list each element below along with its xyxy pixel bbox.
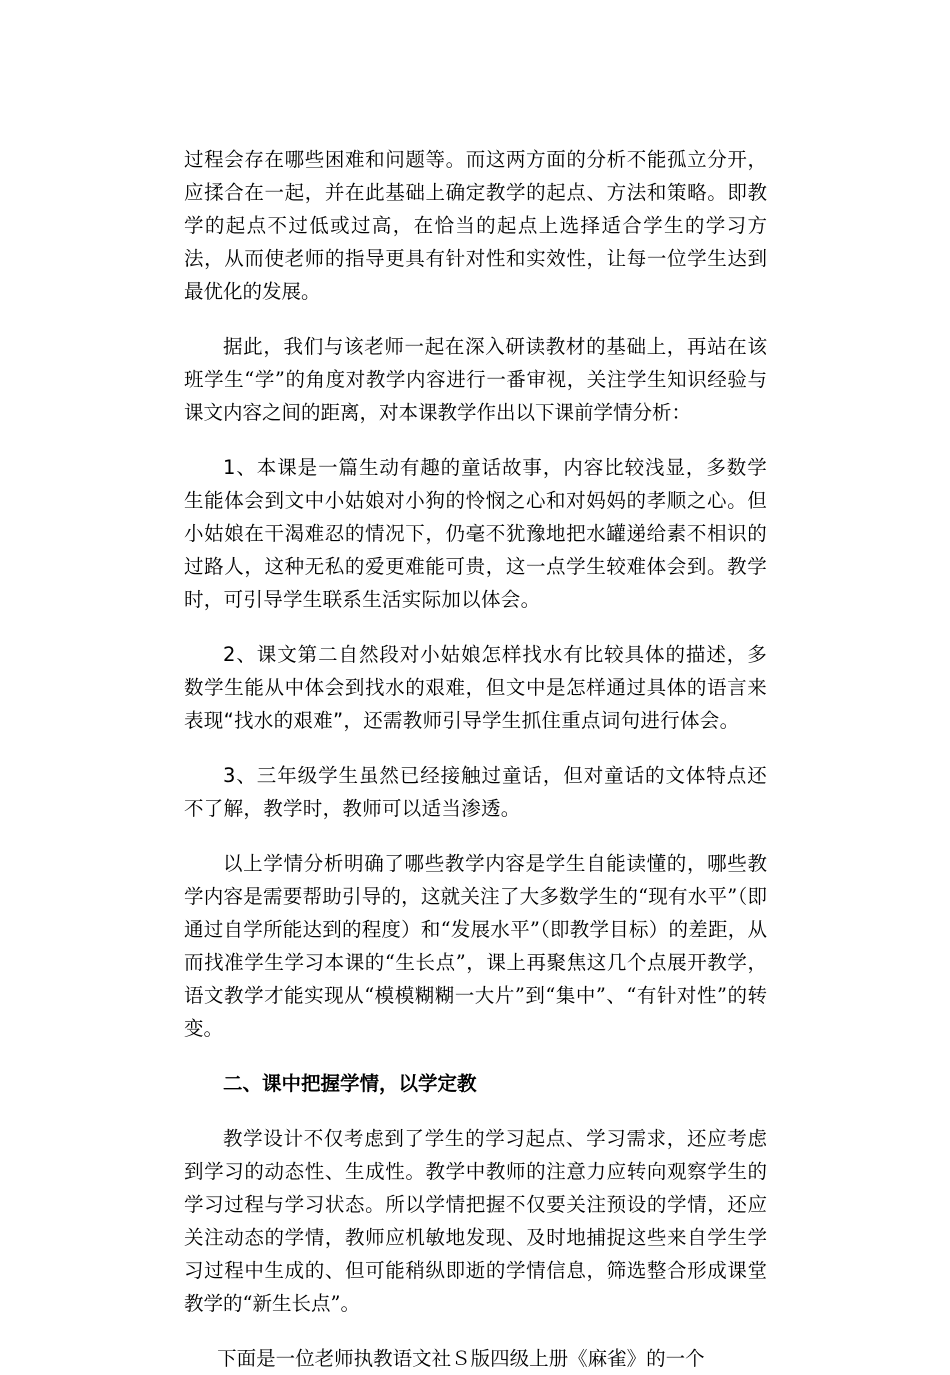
paragraph-continuation: 过程会存在哪些困难和问题等。而这两方面的分析不能孤立分开，应揉合在一起，并在此基础上确定教学的起点、方法和策略。即教学的起点不过低或过高，在恰当的起点上选择适合学生的学习方法，从而使老师的指导更具有针对性和实效性，让每一位学生达到最优化的发展。 [184, 148, 767, 303]
paragraph-point-3: 3、三年级学生虽然已经接触过童话，但对童话的文体特点还不了解，教学时，教师可以适当渗透。 [184, 764, 767, 820]
paragraph-summary: 以上学情分析明确了哪些教学内容是学生自能读懂的，哪些教学内容是需要帮助引导的，这就关注了大多数学生的“现有水平”（即通过自学所能达到的程度）和“发展水平”（即教学目标）的差距，从而找准学生学习本课的“生长点”，课上再聚焦这几个点展开教学，语文教学才能实现从“模模糊糊一大片”到“集中”、“有针对性”的转变。 [184, 852, 767, 1040]
section-heading: 二、课中把握学情，以学定教 [223, 1072, 477, 1095]
document-page [184, 143, 767, 1375]
paragraph-example-intro: 下面是一位老师执教语文社Ｓ版四级上册《麻雀》的一个 [217, 1347, 705, 1370]
paragraph-point-2: 2、课文第二自然段对小姑娘怎样找水有比较具体的描述，多数学生能从中体会到找水的艰难，但文中是怎样通过具体的语言来表现“找水的艰难”，还需教师引导学生抓住重点词句进行体会。 [184, 643, 767, 732]
paragraph-analysis-intro: 据此，我们与该老师一起在深入研读教材的基础上，再站在该班学生“学”的角度对教学内容进行一番审视，关注学生知识经验与课文内容之间的距离，对本课教学作出以下课前学情分析： [184, 335, 767, 424]
paragraph-dynamic-learning: 教学设计不仅考虑到了学生的学习起点、学习需求，还应考虑到学习的动态性、生成性。教学中教师的注意力应转向观察学生的学习过程与学习状态。所以学情把握不仅要关注预设的学情，还应关注动态的学情，教师应机敏地发现、及时地捕捉这些来自学生学习过程中生成的、但可能稍纵即逝的学情信息，筛选整合形成课堂教学的“新生长点”。 [184, 1127, 767, 1315]
paragraph-point-1: 1、本课是一篇生动有趣的童话故事，内容比较浅显，多数学生能体会到文中小姑娘对小狗的怜悯之心和对妈妈的孝顺之心。但小姑娘在干渴难忍的情况下，仍毫不犹豫地把水罐递给素不相识的过路人，这种无私的爱更难能可贵，这一点学生较难体会到。教学时，可引导学生联系生活实际加以体会。 [184, 456, 767, 611]
